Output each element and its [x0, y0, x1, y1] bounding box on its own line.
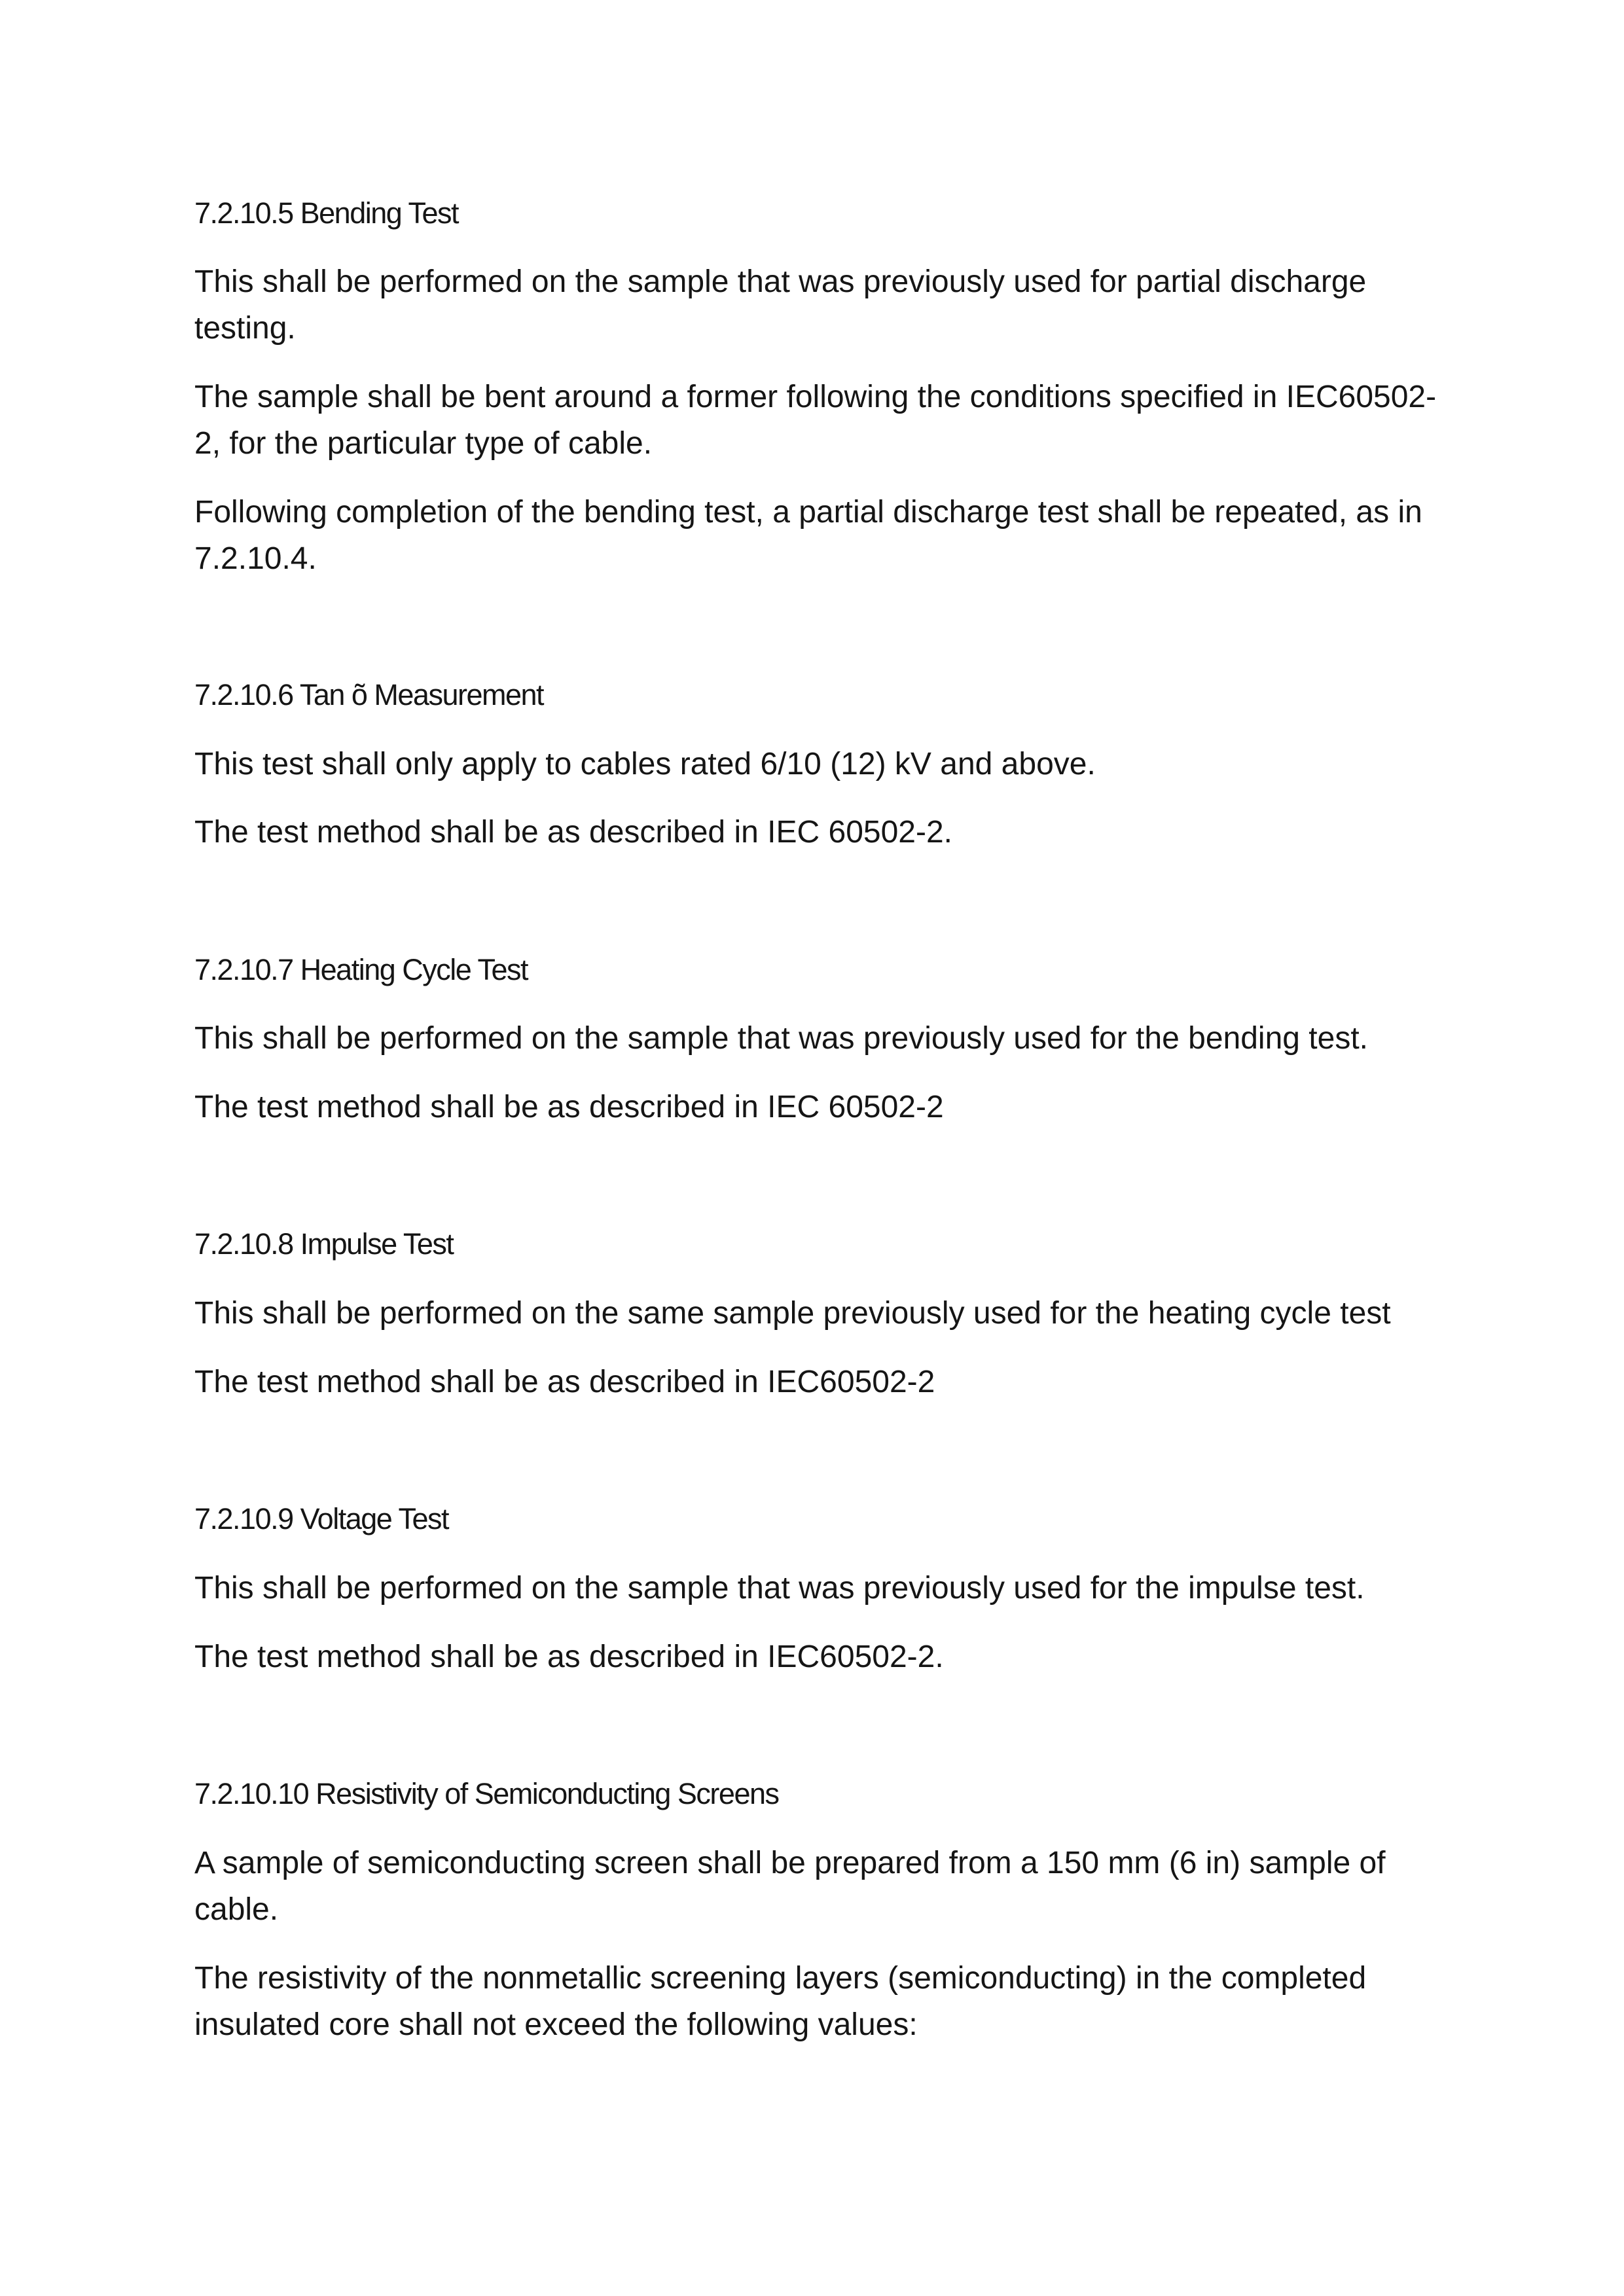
paragraph-voltage-sample: This shall be performed on the sample that was previously used for the impulse test.: [194, 1571, 1365, 1605]
section-heading-tan-delta: 7.2.10.6 Tan õ Measurement: [194, 678, 544, 711]
paragraph-heating-sample: This shall be performed on the sample that was previously used for the bending test.: [194, 1021, 1368, 1056]
paragraph-impulse-sample: This shall be performed on the same sample previously used for the heating cycle test: [194, 1296, 1391, 1331]
section-heading-heating-cycle: 7.2.10.7 Heating Cycle Test: [194, 953, 528, 986]
paragraph-resistivity-sample: A sample of semiconducting screen shall be prepared from a 150 mm (6 in) sample of cable.: [194, 1846, 1386, 1927]
section-heading-resistivity: 7.2.10.10 Resistivity of Semiconducting Screens: [194, 1777, 779, 1810]
paragraph-impulse-method: The test method shall be as described in IEC60502-2: [194, 1365, 935, 1399]
paragraph-bending-sample: This shall be performed on the sample that was previously used for partial discharge testing.: [194, 264, 1367, 346]
paragraph-heating-method: The test method shall be as described in IEC 60502-2: [194, 1090, 944, 1124]
paragraph-tan-delta-method: The test method shall be as described in IEC 60502-2.: [194, 815, 952, 850]
section-heading-voltage: 7.2.10.9 Voltage Test: [194, 1502, 449, 1535]
paragraph-resistivity-limits: The resistivity of the nonmetallic screening layers (semiconducting) in the completed insulated core shall not exceed the following values:: [194, 1961, 1367, 2042]
section-heading-bending-test: 7.2.10.5 Bending Test: [194, 196, 459, 230]
paragraph-bending-former: The sample shall be bent around a former following the conditions specified in IEC60502-2, for the particular type of cable.: [194, 380, 1437, 461]
paragraph-tan-delta-scope: This test shall only apply to cables rated 6/10 (12) kV and above.: [194, 747, 1096, 781]
paragraph-voltage-method: The test method shall be as described in IEC60502-2.: [194, 1640, 944, 1674]
section-heading-impulse: 7.2.10.8 Impulse Test: [194, 1227, 454, 1261]
paragraph-bending-repeat: Following completion of the bending test, a partial discharge test shall be repeated, as in 7.2.10.4.: [194, 495, 1422, 576]
